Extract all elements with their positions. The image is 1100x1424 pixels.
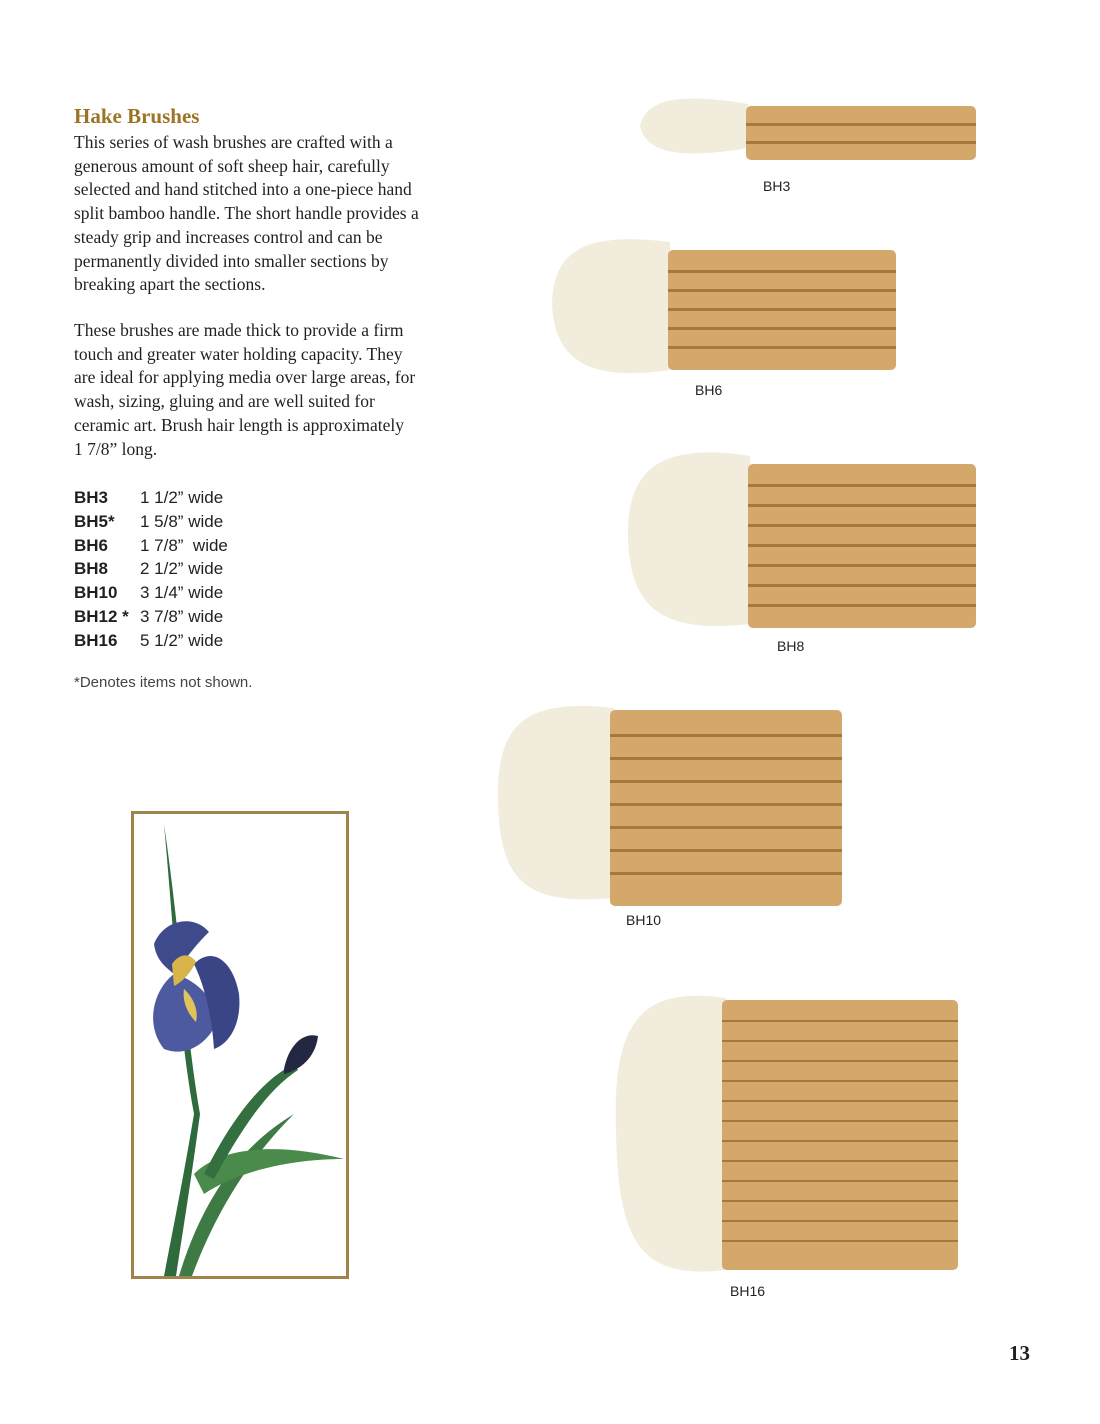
size-row <box>74 605 228 629</box>
size-row <box>74 557 228 581</box>
brush-bh8-image <box>622 438 980 636</box>
size-code: BH6 <box>74 535 109 555</box>
page-number: 13 <box>1009 1341 1030 1365</box>
brush-bh6-image <box>548 228 898 378</box>
size-row <box>74 510 228 534</box>
iris-illustration <box>134 814 346 1276</box>
brush-label-bh16: BH16 <box>730 1283 766 1299</box>
size-row <box>74 534 228 558</box>
footnote: *Denotes items not shown. <box>74 674 253 691</box>
brush-label-bh8: BH8 <box>777 638 805 654</box>
brush-label-bh6: BH6 <box>695 382 723 398</box>
intro-line: selected and hand stitched into a one-piece hand <box>74 179 412 200</box>
intro-line: breaking apart the sections. <box>74 274 266 295</box>
size-width: 3 1/4” wide <box>140 583 224 603</box>
size-code: BH3 <box>74 488 109 507</box>
size-code: BH12 * <box>74 606 129 626</box>
size-width: 1 7/8” wide <box>140 535 228 555</box>
size-width: 1 5/8” wide <box>140 511 224 531</box>
size-row <box>74 486 228 510</box>
intro-line: permanently divided into smaller sections by <box>74 250 389 271</box>
size-width: 1 1/2” wide <box>140 488 224 507</box>
page-heading: Hake Brushes <box>74 104 200 128</box>
detail-line: 1 7/8” long. <box>74 438 158 459</box>
brush-label-bh3: BH3 <box>763 178 791 194</box>
brush-label-bh10: BH10 <box>626 912 662 928</box>
size-width: 3 7/8” wide <box>140 606 224 626</box>
intro-line: steady grip and increases control and can be <box>74 226 383 247</box>
size-code: BH5* <box>74 511 115 531</box>
size-list <box>74 486 228 653</box>
detail-line: are ideal for applying media over large areas, for <box>74 367 416 388</box>
intro-paragraph <box>74 131 464 297</box>
size-code: BH10 <box>74 583 118 603</box>
detail-line: wash, sizing, gluing and are well suited for <box>74 391 375 412</box>
brush-bh16-image <box>610 982 962 1280</box>
detail-line: touch and greater water holding capacity. They <box>74 343 403 364</box>
detail-line: These brushes are made thick to provide a firm <box>74 320 404 340</box>
size-width: 5 1/2” wide <box>140 630 224 650</box>
size-row <box>74 629 228 653</box>
detail-paragraph <box>74 319 464 461</box>
detail-line: ceramic art. Brush hair length is approximately <box>74 414 404 435</box>
intro-line: split bamboo handle. The short handle provides a <box>74 203 419 224</box>
iris-painting <box>131 811 349 1279</box>
brush-bh3-image <box>636 86 980 166</box>
size-code: BH8 <box>74 559 109 579</box>
intro-line: generous amount of soft sheep hair, carefully <box>74 155 390 176</box>
intro-line: This series of wash brushes are crafted with a <box>74 132 393 152</box>
size-row <box>74 581 228 605</box>
size-code: BH16 <box>74 630 118 650</box>
brush-bh10-image <box>494 694 846 910</box>
size-width: 2 1/2” wide <box>140 559 224 579</box>
iris-bud <box>284 1035 318 1074</box>
